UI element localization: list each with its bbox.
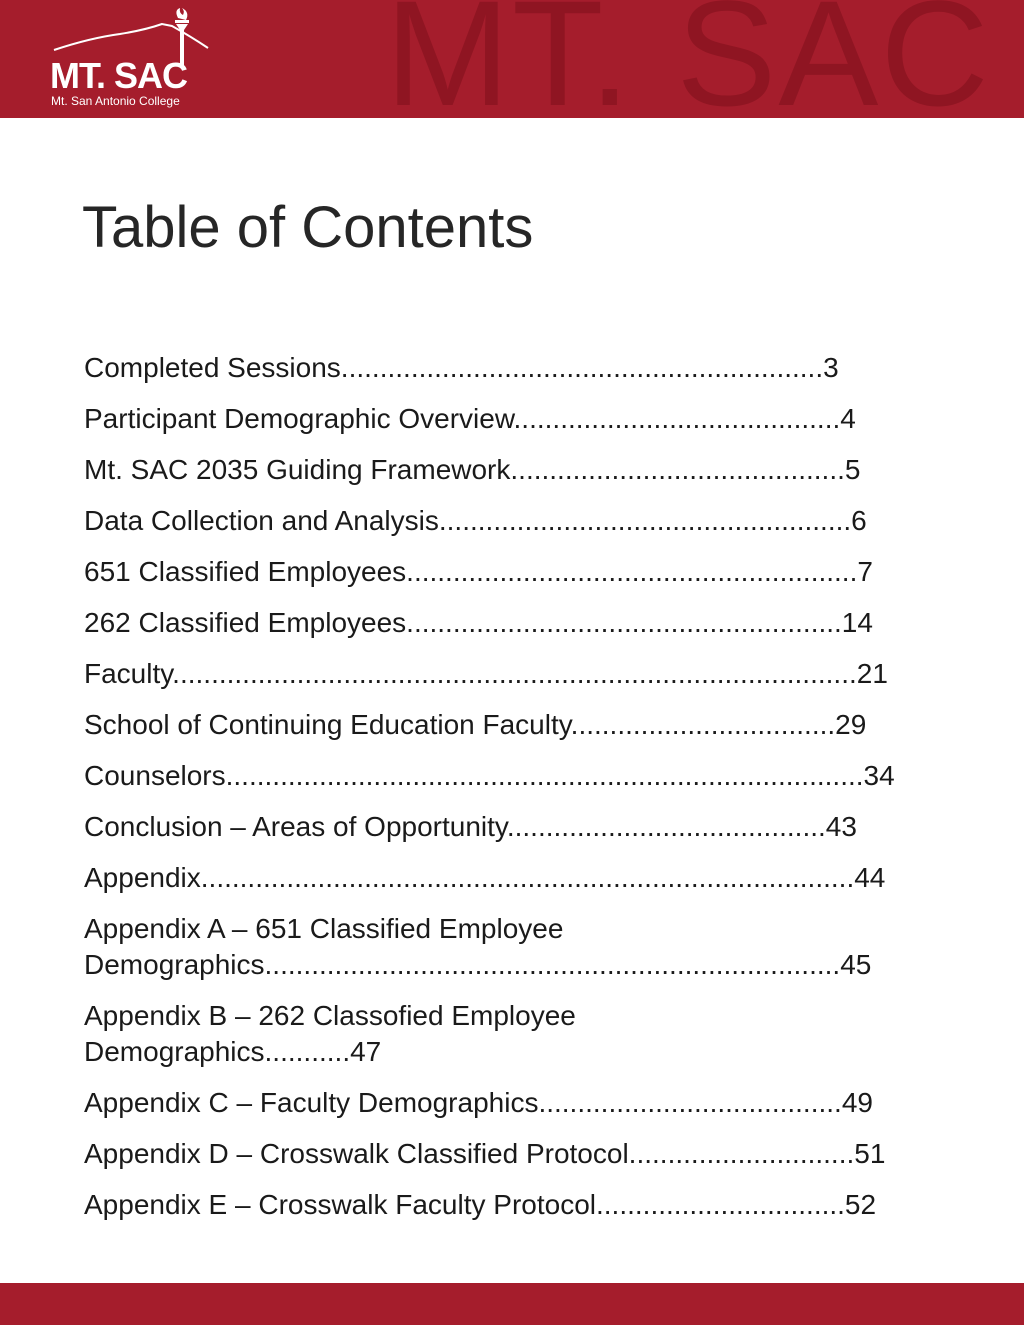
toc-entry-continuing-education-faculty: School of Continuing Education Faculty..................................29 xyxy=(84,709,867,740)
watermark-text: MT. SAC xyxy=(385,0,991,118)
toc-entry-appendix-b-line2: Demographics...........47 xyxy=(84,1036,382,1067)
toc-entry-completed-sessions: Completed Sessions..............................................................3 xyxy=(84,352,839,383)
toc-entry-faculty: Faculty........................................................................................21 xyxy=(84,658,888,689)
toc-entry-conclusion: Conclusion – Areas of Opportunity.........................................43 xyxy=(84,811,857,842)
logo-subtitle: Mt. San Antonio College xyxy=(51,94,180,108)
toc-entry-appendix-d: Appendix D – Crosswalk Classified Protocol.............................51 xyxy=(84,1138,886,1169)
page-title: Table of Contents xyxy=(82,195,534,260)
toc-entry-counselors: Counselors..................................................................................34 xyxy=(84,760,895,791)
page-footer-bar xyxy=(0,1283,1024,1325)
toc-entry-appendix-a xyxy=(84,911,944,983)
page-header-banner xyxy=(0,0,1024,118)
toc-entry-appendix-b xyxy=(84,998,944,1070)
toc-entry-appendix-c: Appendix C – Faculty Demographics.......................................49 xyxy=(84,1087,873,1118)
toc-entry-262-classified: 262 Classified Employees........................................................14 xyxy=(84,607,873,638)
toc-entry-appendix: Appendix....................................................................................44 xyxy=(84,862,886,893)
toc-entry-appendix-b-line1: Appendix B – 262 Classofied Employee xyxy=(84,1000,576,1031)
table-of-contents xyxy=(84,350,944,1238)
logo-wordmark: MT. SAC xyxy=(50,55,187,96)
toc-entry-participant-demographic-overview: Participant Demographic Overview..........................................4 xyxy=(84,403,856,434)
toc-entry-appendix-a-line2: Demographics..........................................................................45 xyxy=(84,949,872,980)
toc-entry-appendix-a-line1: Appendix A – 651 Classified Employee xyxy=(84,913,564,944)
toc-entry-appendix-e: Appendix E – Crosswalk Faculty Protocol................................52 xyxy=(84,1189,877,1220)
toc-entry-guiding-framework: Mt. SAC 2035 Guiding Framework...........................................5 xyxy=(84,454,861,485)
toc-entry-651-classified: 651 Classified Employees..........................................................7 xyxy=(84,556,873,587)
college-logo xyxy=(50,8,210,112)
toc-entry-data-collection: Data Collection and Analysis.....................................................6 xyxy=(84,505,867,536)
